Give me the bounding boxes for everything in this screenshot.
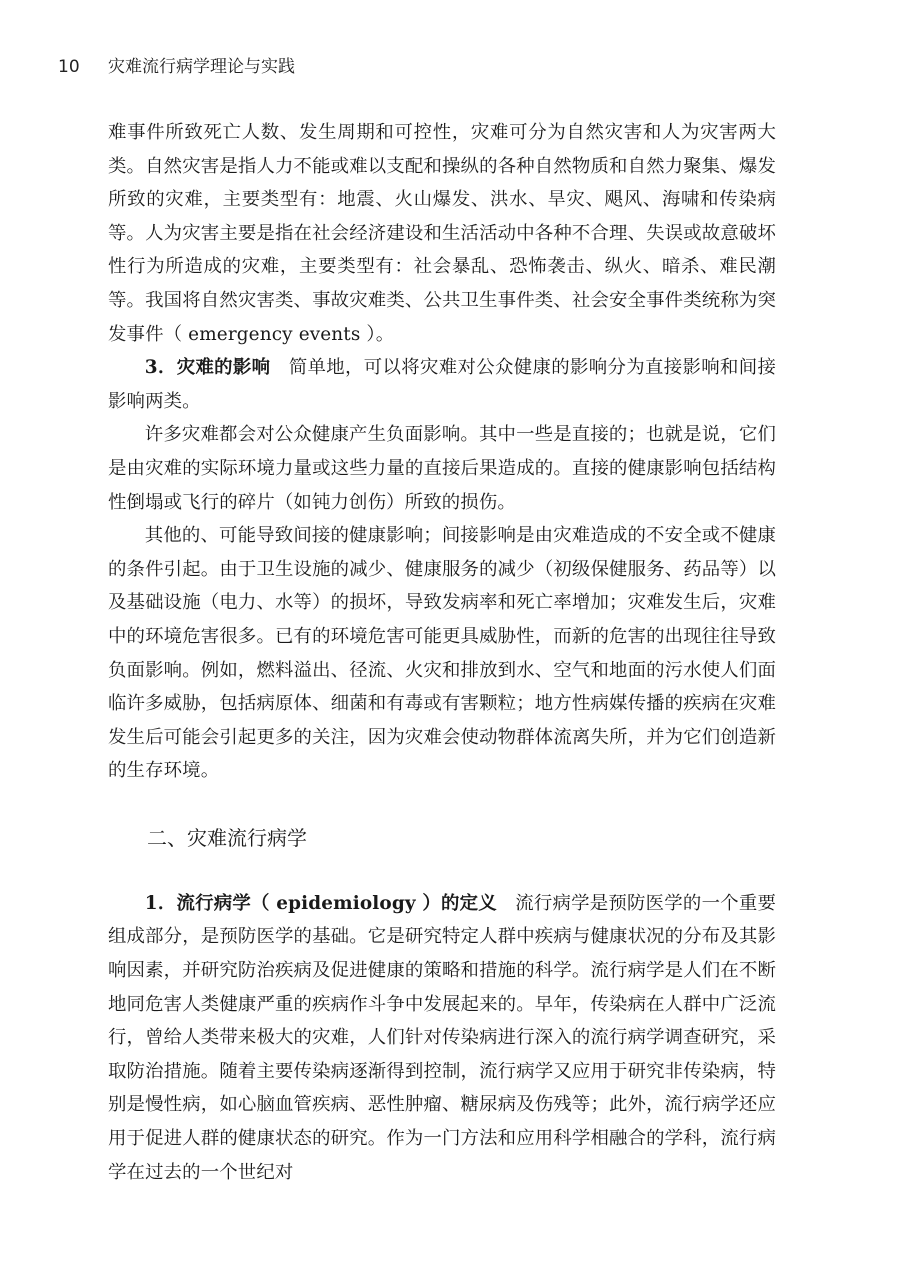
paragraph-disaster-impact xyxy=(108,351,776,418)
subsection-term-epidemiology: 1．流行病学（ epidemiology ）的定义 xyxy=(144,892,497,914)
subsection-term-disaster-impact: 3．灾难的影响 xyxy=(144,357,271,379)
running-header xyxy=(58,54,295,80)
paragraph-disaster-classification: 难事件所致死亡人数、发生周期和可控性，灾难可分为自然灾害和人为灾害两大类。自然灾害是指人力不能或难以支配和操纵的各种自然物质和自然力聚集、爆发所致的灾难，主要类型有：地震、火山爆发、洪水、旱灾、飓风、海啸和传染病等。人为灾害主要是指在社会经济建设和生活活动中各种不合理、失误或故意破坏性行为所造成的灾难，主要类型有：社会暴乱、恐怖袭击、纵火、暗杀、难民潮等。我国将自然灾害类、事故灾难类、公共卫生事件类、社会安全事件类统称为突发事件（ emergency events ）。 xyxy=(108,122,776,345)
paragraph-direct-effects: 许多灾难都会对公众健康产生负面影响。其中一些是直接的；也就是说，它们是由灾难的实际环境力量或这些力量的直接后果造成的。直接的健康影响包括结构性倒塌或飞行的碎片（如钝力创伤）所致的损伤。 xyxy=(108,424,776,513)
paragraph-disaster-impact-text: 简单地，可以将灾难对公众健康的影响分为直接影响和间接影响两类。 xyxy=(108,357,776,412)
section-heading: 二、灾难流行病学 xyxy=(147,825,307,850)
book-title: 灾难流行病学理论与实践 xyxy=(108,57,295,77)
paragraph-indirect-effects: 其他的、可能导致间接的健康影响；间接影响是由灾难造成的不安全或不健康的条件引起。由于卫生设施的减少、健康服务的减少（初级保健服务、药品等）以及基础设施（电力、水等）的损坏，导致发病率和死亡率增加；灾难发生后，灾难中的环境危害很多。已有的环境危害可能更具威胁性，而新的危害的出现往往导致负面影响。例如，燃料溢出、径流、火灾和排放到水、空气和地面的污水使人们面临许多威胁，包括病原体、细菌和有毒或有害颗粒；地方性病媒传播的疾病在灾难发生后可能会引起更多的关注，因为灾难会使动物群体流离失所，并为它们创造新的生存环境。 xyxy=(108,525,776,782)
page-content xyxy=(108,116,776,1189)
paragraph-epidemiology-definition xyxy=(108,887,776,1189)
page-number: 10 xyxy=(58,57,80,77)
paragraph-epidemiology-text: 流行病学是预防医学的一个重要组成部分，是预防医学的基础。它是研究特定人群中疾病与健康状况的分布及其影响因素，并研究防治疾病及促进健康的策略和措施的科学。流行病学是人们在不断地同危害人类健康严重的疾病作斗争中发展起来的。早年，传染病在人群中广泛流行，曾给人类带来极大的灾难，人们针对传染病进行深入的流行病学调查研究，采取防治措施。随着主要传染病逐渐得到控制，流行病学又应用于研究非传染病，特别是慢性病，如心脑血管疾病、恶性肿瘤、糖尿病及伤残等；此外，流行病学还应用于促进人群的健康状态的研究。作为一门方法和应用科学相融合的学科，流行病学在过去的一个世纪对 xyxy=(108,892,776,1183)
